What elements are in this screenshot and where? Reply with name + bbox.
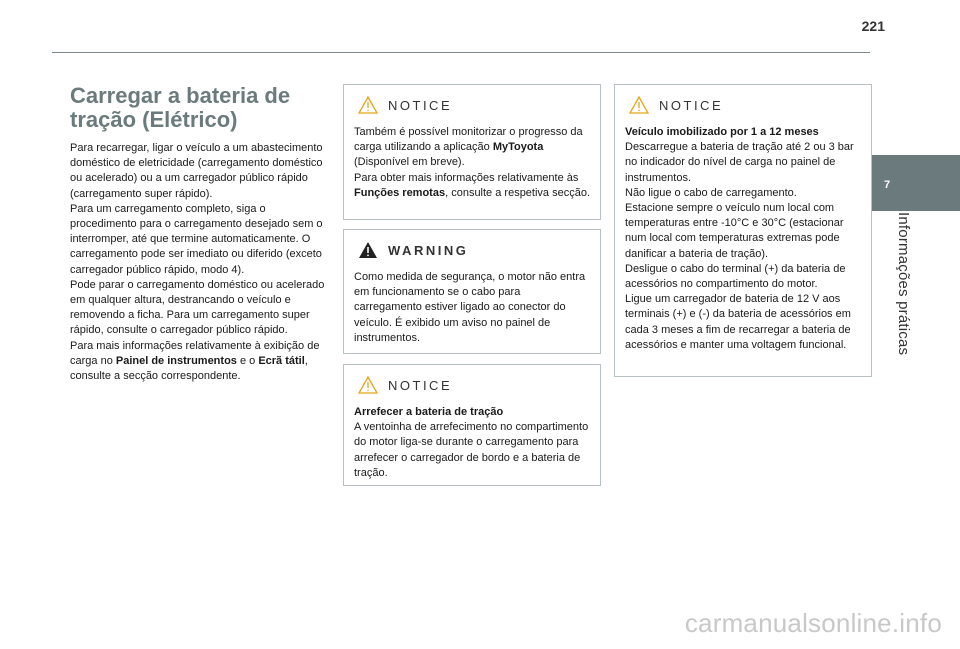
warning-text: Como medida de segurança, o motor não entra em funcionamento se o cabo para carregamento estiver ligado ao conector do veículo. É exibido um aviso no painel de instrumentos. [354, 271, 586, 344]
section-title-line2: tração (Elétrico) [70, 107, 238, 132]
notice-label: NOTICE [659, 97, 724, 113]
app-name: MyToyota [492, 141, 544, 154]
caution-triangle-icon [358, 376, 378, 394]
notice-storage-heading [625, 125, 861, 140]
storage-step: Descarregue a bateria de tração até 2 ou 3 bar no indicador do nível de carga no painel de instrumentos. [625, 141, 854, 184]
notice-remote-text [354, 171, 590, 201]
notice-app-text-1: Também é possível monitorizar o progresso da carga utilizando a aplicação [354, 126, 583, 154]
notice-body [344, 399, 600, 489]
touchscreen-ref: Ecrã tátil [258, 354, 305, 367]
warning-body [344, 264, 600, 354]
notice-body [615, 119, 871, 361]
notice-box-app [343, 84, 601, 220]
notice-box-storage [614, 84, 872, 377]
header-divider [52, 52, 870, 53]
notice-cooling-text: A ventoinha de arrefecimento no compartimento do motor liga-se durante o carregamento para arrefecer o carregador de bordo e a bateria de tração. [354, 421, 589, 479]
section-title [70, 84, 332, 132]
remote-functions-ref: Funções remotas [354, 186, 446, 199]
watermark: carmanualsonline.info [684, 608, 942, 638]
page-number: 221 [861, 18, 885, 34]
caution-triangle-icon [629, 96, 649, 114]
warning-label: WARNING [388, 242, 469, 258]
notice-cooling-heading [354, 405, 590, 420]
instrument-panel-ref: Painel de instrumentos [115, 354, 237, 367]
notice-header [358, 371, 600, 399]
caution-triangle-icon [358, 96, 378, 114]
storage-heading-text: Veículo imobilizado por 1 a 12 meses [625, 126, 819, 138]
chapter-title: Informações práticas [895, 212, 912, 356]
notice-body [344, 119, 600, 209]
cooling-heading-text: Arrefecer a bateria de tração [354, 406, 504, 418]
chapter-number: 7 [884, 179, 891, 191]
storage-step: Ligue um carregador de bateria de 12 V aos terminais (+) e (-) da bateria de acessórios em cada 3 meses a fim de recarregar a bateria de acessórios e manter uma voltagem funcional. [625, 293, 851, 351]
notice-header [629, 91, 871, 119]
notice-header [358, 91, 600, 119]
notice-remote-text-2: , consulte a respetiva secção. [445, 186, 591, 199]
notice-app-text-2: (Disponível em breve). [354, 156, 465, 169]
more-info-text-2: e o [236, 354, 259, 367]
notice-remote-text-1: Para obter mais informações relativamente às [354, 171, 579, 184]
section-title-line1: Carregar a bateria de [70, 83, 291, 108]
intro-paragraph: Para recarregar, ligar o veículo a um abastecimento doméstico de eletricidade (carregamento doméstico ou acelerado) ou a um carregador público rápido (carregamento super rápido). [70, 142, 323, 200]
storage-step: Estacione sempre o veículo num local com temperaturas entre -10°C e 30°C (estacionar num local com temperaturas extremas pode danificar a bateria de tração). [625, 202, 844, 260]
more-info-text-3: , consulte a secção correspondente. [70, 354, 308, 383]
notice-app-text [354, 125, 590, 171]
full-charge-paragraph: Para um carregamento completo, siga o procedimento para o carregamento desejado sem o interromper, até que termine automaticamente. O carregamento pode ser imediato ou diferido (exceto carregador público rápido, modo 4). [70, 202, 323, 276]
notice-label: NOTICE [388, 97, 453, 113]
notice-box-cooling [343, 364, 601, 486]
more-info-text-1: Para mais informações relativamente à exibição de carga no [70, 339, 320, 367]
storage-step: Desligue o cabo do terminal (+) da bateria de acessórios no compartimento do motor. [625, 262, 846, 291]
more-info-paragraph [70, 339, 332, 385]
stop-charge-paragraph: Pode parar o carregamento doméstico ou acelerado em qualquer altura, destrancando o veículo e removendo a ficha. Para um carregamento super rápido, consulte o carregador público rápido. [70, 278, 325, 337]
chapter-tab [868, 155, 960, 211]
warning-header [358, 236, 600, 264]
warning-triangle-icon [358, 241, 378, 259]
storage-step: Não ligue o cabo de carregamento. [625, 186, 797, 199]
notice-label: NOTICE [388, 377, 453, 393]
warning-box [343, 229, 601, 354]
main-section [70, 84, 332, 384]
